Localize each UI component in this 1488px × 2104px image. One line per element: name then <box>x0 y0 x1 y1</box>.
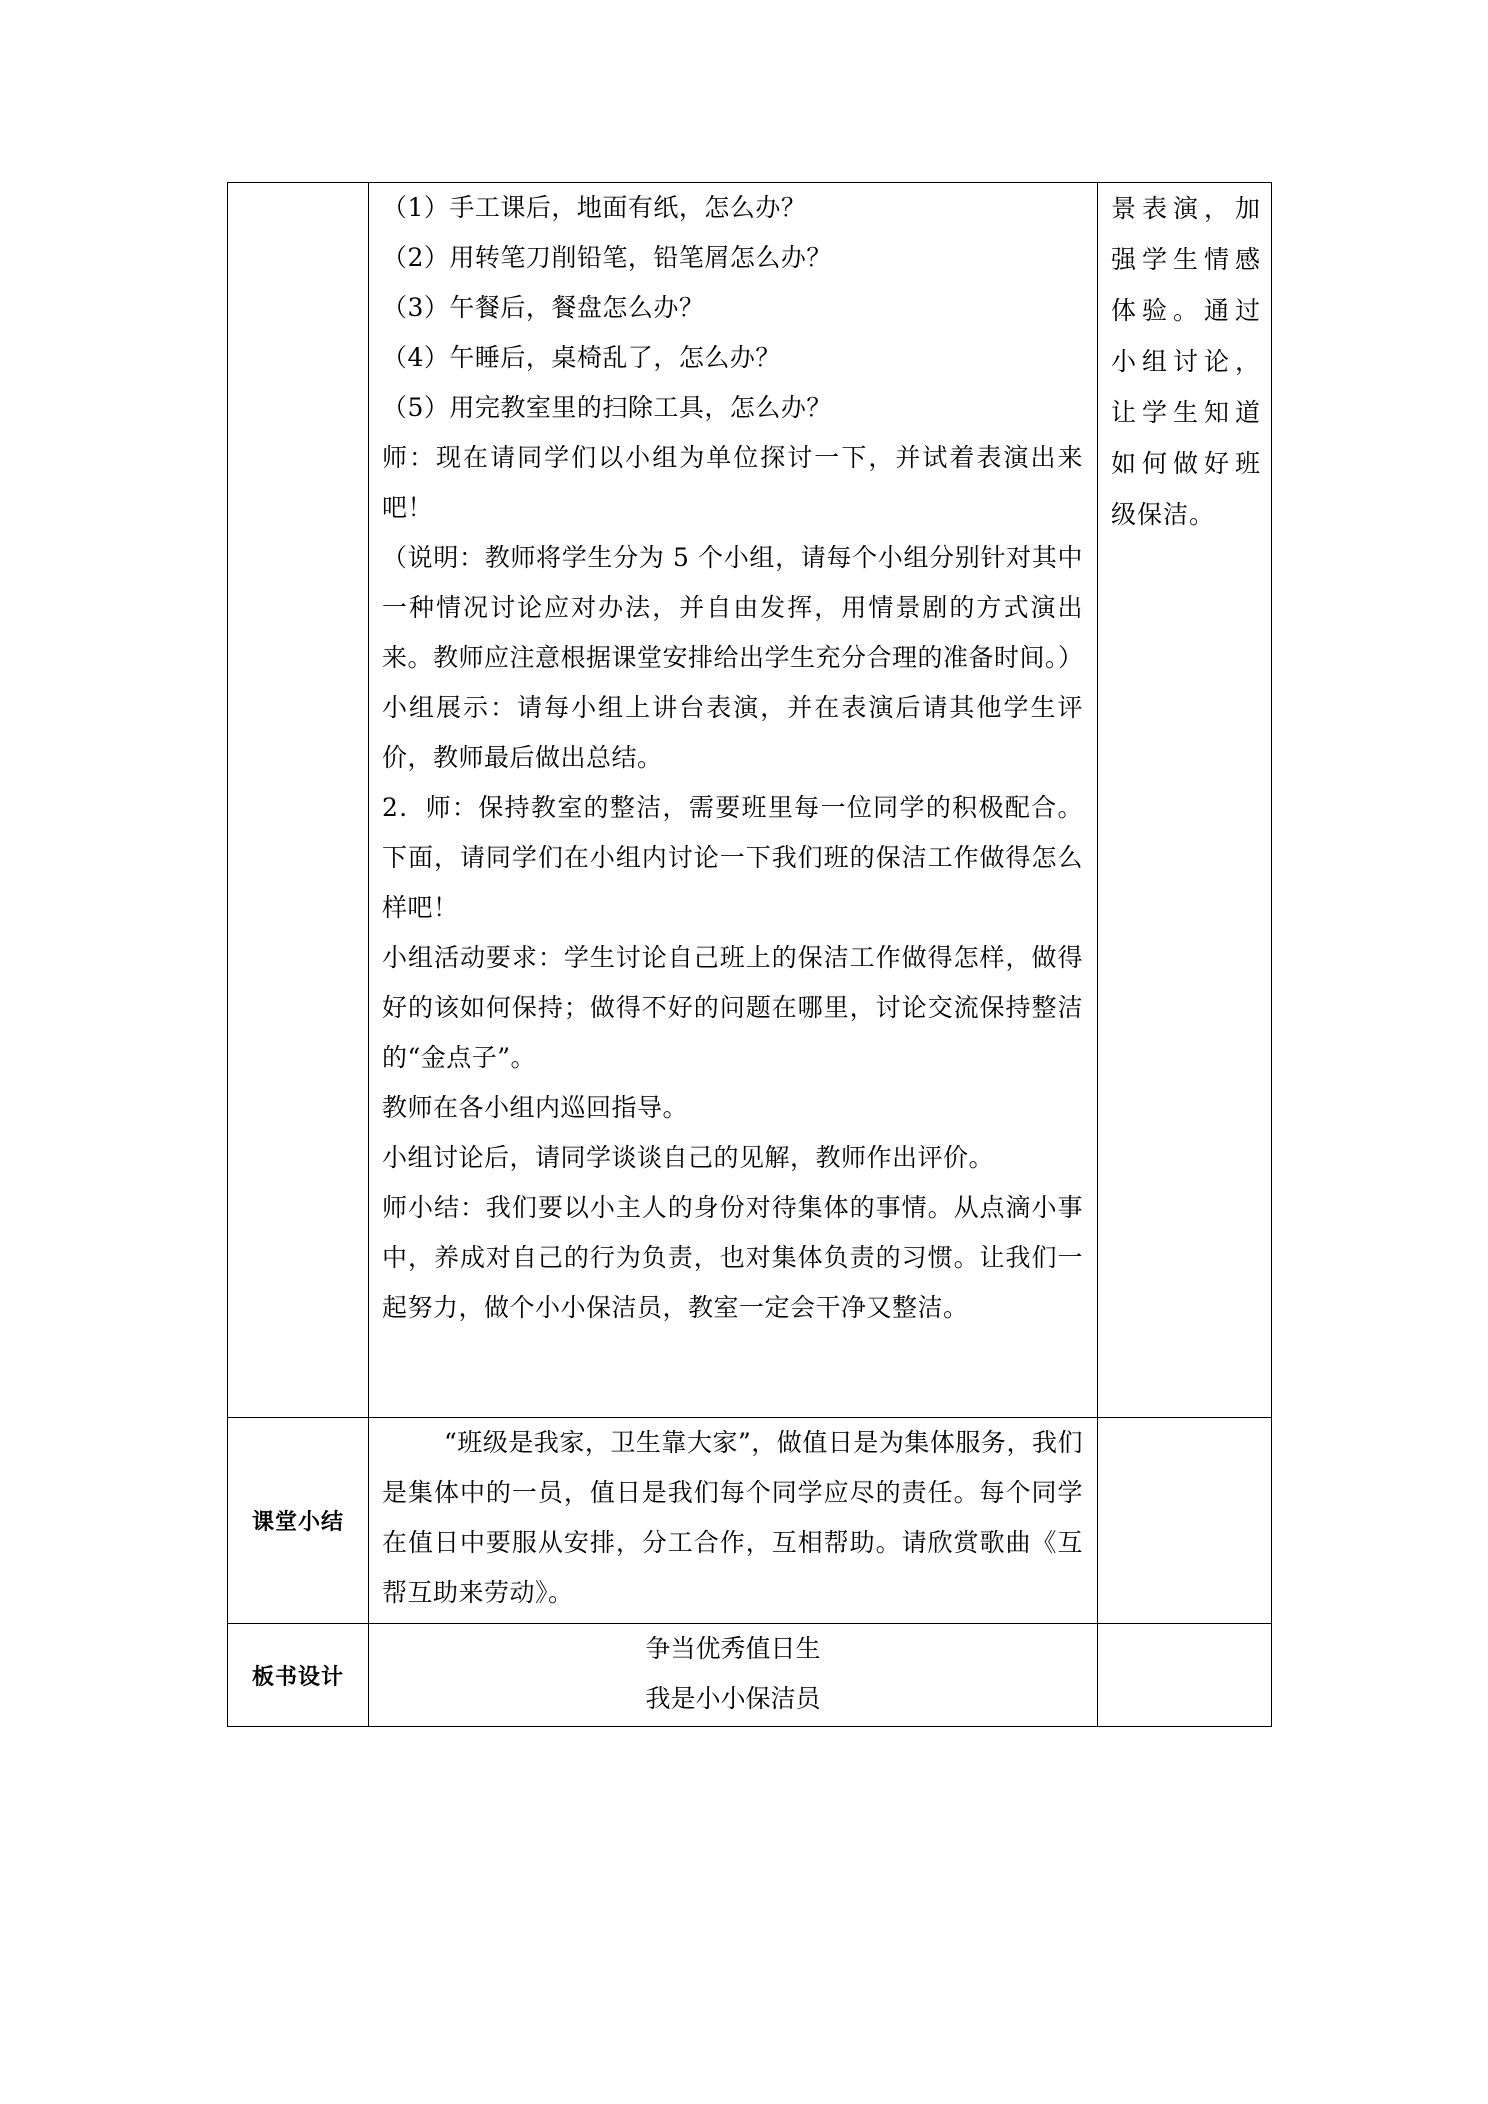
class-summary-text: “班级是我家，卫生靠大家”，做值日是为集体服务，我们是集体中的一员，值日是我们每个同学应尽的责任。每个同学在值日中要服从安排，分工合作，互相帮助。请欣赏歌曲《互帮互助来劳动》。 <box>382 1428 1083 1607</box>
board-design-label: 板书设计 <box>251 1664 344 1690</box>
content-paragraph: 师小结：我们要以小主人的身份对待集体的事情。从点滴小事中，养成对自己的行为负责，也对集体负责的习惯。让我们一起努力，做个小小保洁员，教室一定会干净又整洁。 <box>382 1193 1083 1322</box>
board-line: 我是小小保洁员 <box>645 1684 821 1713</box>
note-cell <box>1098 1418 1272 1624</box>
class-summary-label: 课堂小结 <box>251 1510 344 1535</box>
row-label-cell <box>228 1418 369 1624</box>
note-cell <box>1098 183 1272 1418</box>
content-paragraph: 教师在各小组内巡回指导。 <box>382 1093 689 1122</box>
content-paragraph: （3）午餐后，餐盘怎么办？ <box>382 293 705 322</box>
board-line: 争当优秀值日生 <box>645 1634 821 1663</box>
table-row <box>228 1418 1272 1624</box>
content-cell <box>369 1418 1098 1624</box>
lesson-plan-table <box>227 182 1272 1727</box>
content-paragraph: （5）用完教室里的扫除工具，怎么办？ <box>382 393 832 422</box>
row-label-cell <box>228 183 369 1418</box>
content-paragraph: 小组展示：请每小组上讲台表演，并在表演后请其他学生评价，教师最后做出总结。 <box>382 693 1083 772</box>
content-paragraph: （说明：教师将学生分为 5 个小组，请每个小组分别针对其中一种情况讨论应对办法，并自由发挥，用情景剧的方式演出来。教师应注意根据课堂安排给出学生充分合理的准备时间。） <box>382 543 1084 672</box>
content-cell <box>369 1624 1098 1727</box>
content-paragraph: 师：现在请同学们以小组为单位探讨一下，并试着表演出来吧！ <box>382 443 1083 522</box>
content-paragraph: 2．师：保持教室的整洁，需要班里每一位同学的积极配合。下面，请同学们在小组内讨论一下我们班的保洁工作做得怎么样吧！ <box>382 793 1083 922</box>
content-paragraph: （1）手工课后，地面有纸，怎么办？ <box>382 193 807 222</box>
content-paragraph: 小组活动要求：学生讨论自己班上的保洁工作做得怎样，做得好的该如何保持；做得不好的问题在哪里，讨论交流保持整洁的“金点子”。 <box>382 943 1083 1072</box>
row-label-cell <box>228 1624 369 1727</box>
content-paragraph: 小组讨论后，请同学谈谈自己的见解，教师作出评价。 <box>382 1143 995 1172</box>
table-row <box>228 183 1272 1418</box>
note-cell <box>1098 1624 1272 1727</box>
content-cell <box>369 183 1098 1418</box>
content-paragraph: （2）用转笔刀削铅笔，铅笔屑怎么办？ <box>382 243 832 272</box>
content-paragraph: （4）午睡后，桌椅乱了，怎么办？ <box>382 343 781 372</box>
teaching-intent-note: 景表演，加强学生情感体验。通过小组讨论，让学生知道如何做好班级保洁。 <box>1111 194 1261 529</box>
table-row <box>228 1624 1272 1727</box>
